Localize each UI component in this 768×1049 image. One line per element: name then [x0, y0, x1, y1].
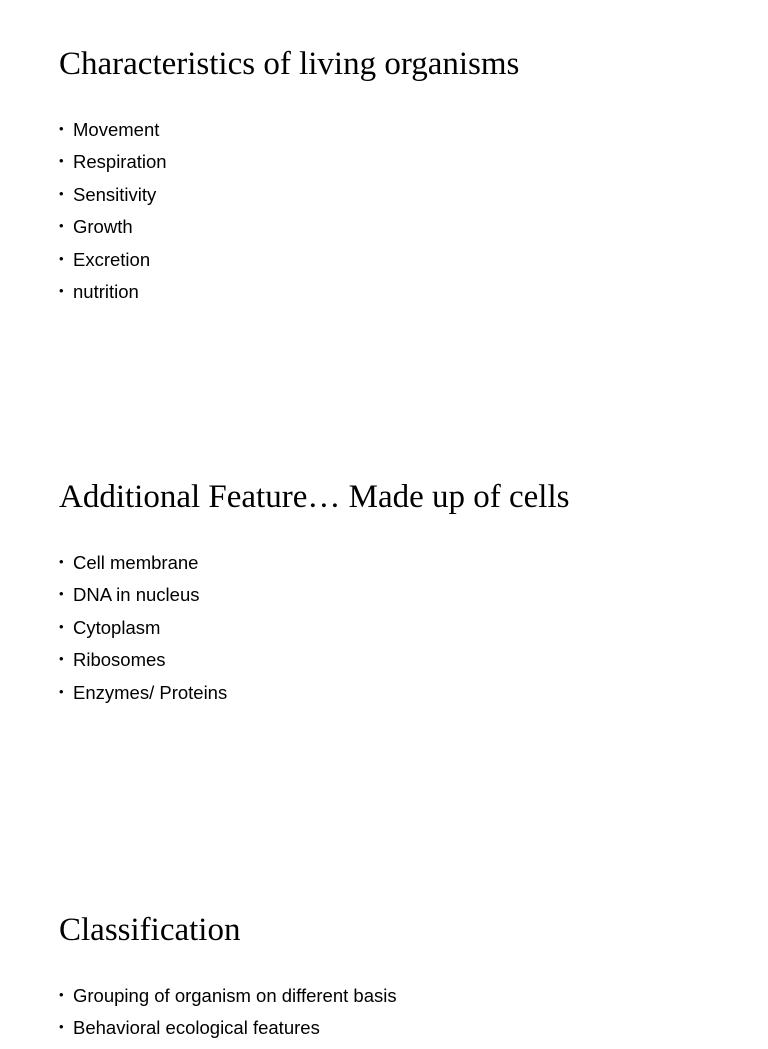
bullet-text: Excretion: [73, 248, 151, 270]
bullet-text: Movement: [73, 119, 160, 140]
bullet-dot-icon: •: [59, 586, 64, 602]
bullet-item: [59, 681, 227, 713]
bullet-list: [59, 984, 397, 1049]
bullet-item: [59, 150, 167, 182]
bullet-text: Respiration: [73, 151, 167, 173]
bullet-dot-icon: •: [59, 121, 64, 136]
slide-title: Classification: [59, 912, 241, 948]
bullet-item: [59, 215, 167, 247]
bullet-text: Growth: [73, 216, 133, 238]
bullet-item: [59, 183, 167, 215]
bullet-item: [59, 648, 227, 680]
bullet-text: Grouping of organism on different basis: [73, 985, 397, 1006]
bullet-text: Cell membrane: [73, 552, 199, 573]
bullet-dot-icon: •: [59, 987, 64, 1002]
bullet-text: DNA in nucleus: [73, 584, 200, 606]
bullet-dot-icon: •: [59, 618, 64, 634]
bullet-dot-icon: •: [59, 185, 64, 201]
slide-title: Characteristics of living organisms: [59, 46, 520, 82]
bullet-text: Sensitivity: [73, 183, 157, 205]
bullet-item: [59, 1016, 397, 1048]
bullet-list: [59, 551, 227, 713]
bullet-item: [59, 280, 167, 312]
bullet-dot-icon: •: [59, 153, 64, 169]
bullet-dot-icon: •: [59, 218, 64, 234]
bullet-item: [59, 248, 167, 280]
bullet-dot-icon: •: [59, 683, 64, 699]
bullet-item: [59, 551, 227, 583]
bullet-item: [59, 583, 227, 615]
bullet-item: [59, 984, 397, 1016]
bullet-dot-icon: •: [59, 554, 64, 569]
bullet-list: [59, 118, 167, 312]
bullet-text: Enzymes/ Proteins: [73, 681, 228, 703]
bullet-dot-icon: •: [59, 250, 64, 266]
bullet-text: Behavioral ecological features: [73, 1017, 320, 1039]
bullet-text: Ribosomes: [73, 649, 166, 671]
bullet-dot-icon: •: [59, 651, 64, 667]
bullet-dot-icon: •: [59, 282, 64, 298]
bullet-item: [59, 616, 227, 648]
bullet-dot-icon: •: [59, 1019, 64, 1035]
slide-title: Additional Feature… Made up of cells: [59, 479, 570, 515]
bullet-item: [59, 118, 167, 150]
bullet-text: nutrition: [73, 280, 139, 302]
bullet-text: Cytoplasm: [73, 616, 161, 638]
